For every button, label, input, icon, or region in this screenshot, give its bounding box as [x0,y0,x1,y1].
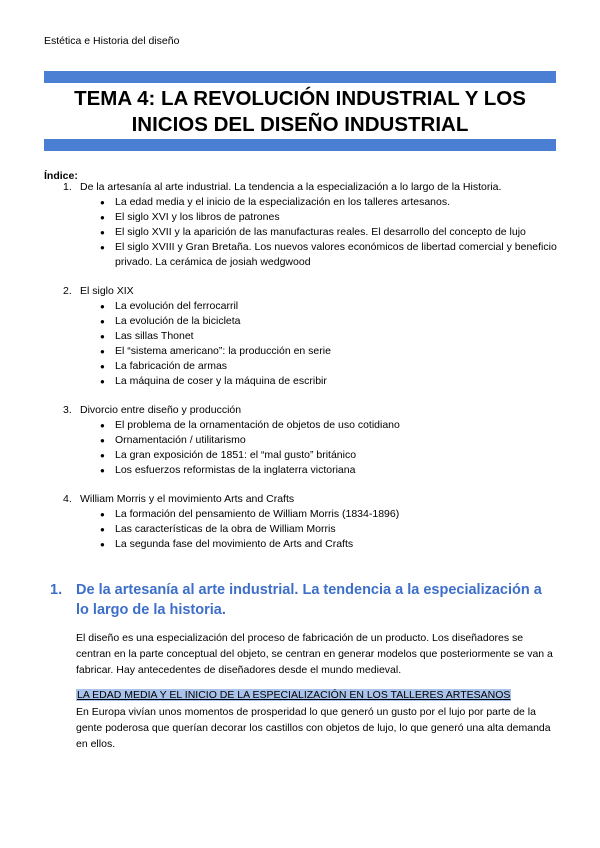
bullet-icon: ● [100,510,105,519]
bullet-icon: ● [100,362,105,371]
toc-subitems [44,299,564,389]
table-of-contents [44,180,564,552]
toc-subitem: ● La evolución de la bicicleta [100,315,241,327]
toc-subitem: ● La gran exposición de 1851: el “mal gusto” británico [100,449,357,461]
toc-subitem: ● El siglo XVI y los libros de patrones [100,211,280,223]
page-title: TEMA 4: LA REVOLUCIÓN INDUSTRIAL Y LOS INICIOS DEL DISEÑO INDUSTRIAL [74,87,526,136]
toc-subitem: ● Los esfuerzos reformistas de la inglaterra victoriana [100,464,356,476]
toc-subitem: ● Las sillas Thonet [100,330,194,342]
toc-section-number: 4. [63,493,72,505]
toc-section [44,284,564,299]
section-paragraph: El diseño es una especialización del proceso de fabricación de un producto. Los diseñadores se centran en la parte conceptual del objeto, se centran en generar modelos que posteriormente se van a fabricar. Hay antecedentes de diseñadores desde el mundo medieval. [76,632,553,676]
bullet-icon: ● [100,525,105,534]
bullet-icon: ● [100,451,105,460]
bullet-icon: ● [100,317,105,326]
toc-section-title: William Morris y el movimiento Arts and Crafts [80,493,295,505]
toc-subitem: ● El “sistema americano”: la producción en serie [100,345,331,357]
bullet-icon: ● [100,243,105,252]
toc-section-title: Divorcio entre diseño y producción [80,404,242,416]
toc-section [44,403,564,418]
bullet-icon: ● [100,421,105,430]
bullet-icon: ● [100,466,105,475]
toc-subitem: ● Las características de la obra de William Morris [100,523,336,535]
bullet-icon: ● [100,436,105,445]
title-bar-bottom [44,139,556,151]
toc-section-number: 3. [63,404,72,416]
toc-section [44,180,564,195]
toc-section-number: 2. [63,285,72,297]
toc-subitem: ● El problema de la ornamentación de objetos de uso cotidiano [100,419,400,431]
toc-subitem: ● La fabricación de armas [100,360,228,372]
title-bar-top [44,71,556,83]
toc-subitem: ● La segunda fase del movimiento de Arts and Crafts [100,538,354,550]
section-heading [44,580,554,620]
bullet-icon: ● [100,332,105,341]
section-number: 1. [50,582,63,598]
bullet-icon: ● [100,228,105,237]
toc-section-title: De la artesanía al arte industrial. La tendencia a la especialización a lo largo de la Historia. [80,181,502,193]
bullet-icon: ● [100,213,105,222]
bullet-icon: ● [100,302,105,311]
toc-section-title: El siglo XIX [80,285,134,297]
subsection-paragraph: En Europa vivían unos momentos de prosperidad lo que generó un gusto por el lujo por parte de la gente poderosa que querían decorar los castillos con objetos de lujo, lo que generó una alta demanda en ellos. [76,706,551,750]
toc-subitem: ● La máquina de coser y la máquina de escribir [100,375,327,387]
toc-subitem: ● El siglo XVII y la aparición de las manufacturas reales. El desarrollo del concepto de lujo [100,226,526,238]
toc-subitems [44,507,564,552]
bullet-icon: ● [100,198,105,207]
index-label: Índice: [44,170,78,182]
toc-subitem: ● Ornamentación / utilitarismo [100,434,246,446]
toc-subitem: ● La evolución del ferrocarril [100,300,239,312]
subsection-heading: LA EDAD MEDIA Y EL INICIO DE LA ESPECIALIZACIÓN EN LOS TALLERES ARTESANOS [77,689,511,701]
toc-subitems [44,418,564,478]
toc-subitems [44,195,564,270]
toc-subitem: ● La formación del pensamiento de William Morris (1834-1896) [100,508,400,520]
toc-subitem: ● La edad media y el inicio de la especialización en los talleres artesanos. [100,196,451,208]
bullet-icon: ● [100,540,105,549]
bullet-icon: ● [100,377,105,386]
section-title: De la artesanía al arte industrial. La tendencia a la especialización a lo largo de la historia. [76,582,542,618]
toc-section [44,492,564,507]
bullet-icon: ● [100,347,105,356]
page-header: Estética e Historia del diseño [44,35,180,47]
toc-section-number: 1. [63,181,72,193]
toc-subitem: ● El siglo XVIII y Gran Bretaña. Los nuevos valores económicos de libertad comercial y beneficio privado. La cerámica de josiah wedgwood [100,241,557,268]
